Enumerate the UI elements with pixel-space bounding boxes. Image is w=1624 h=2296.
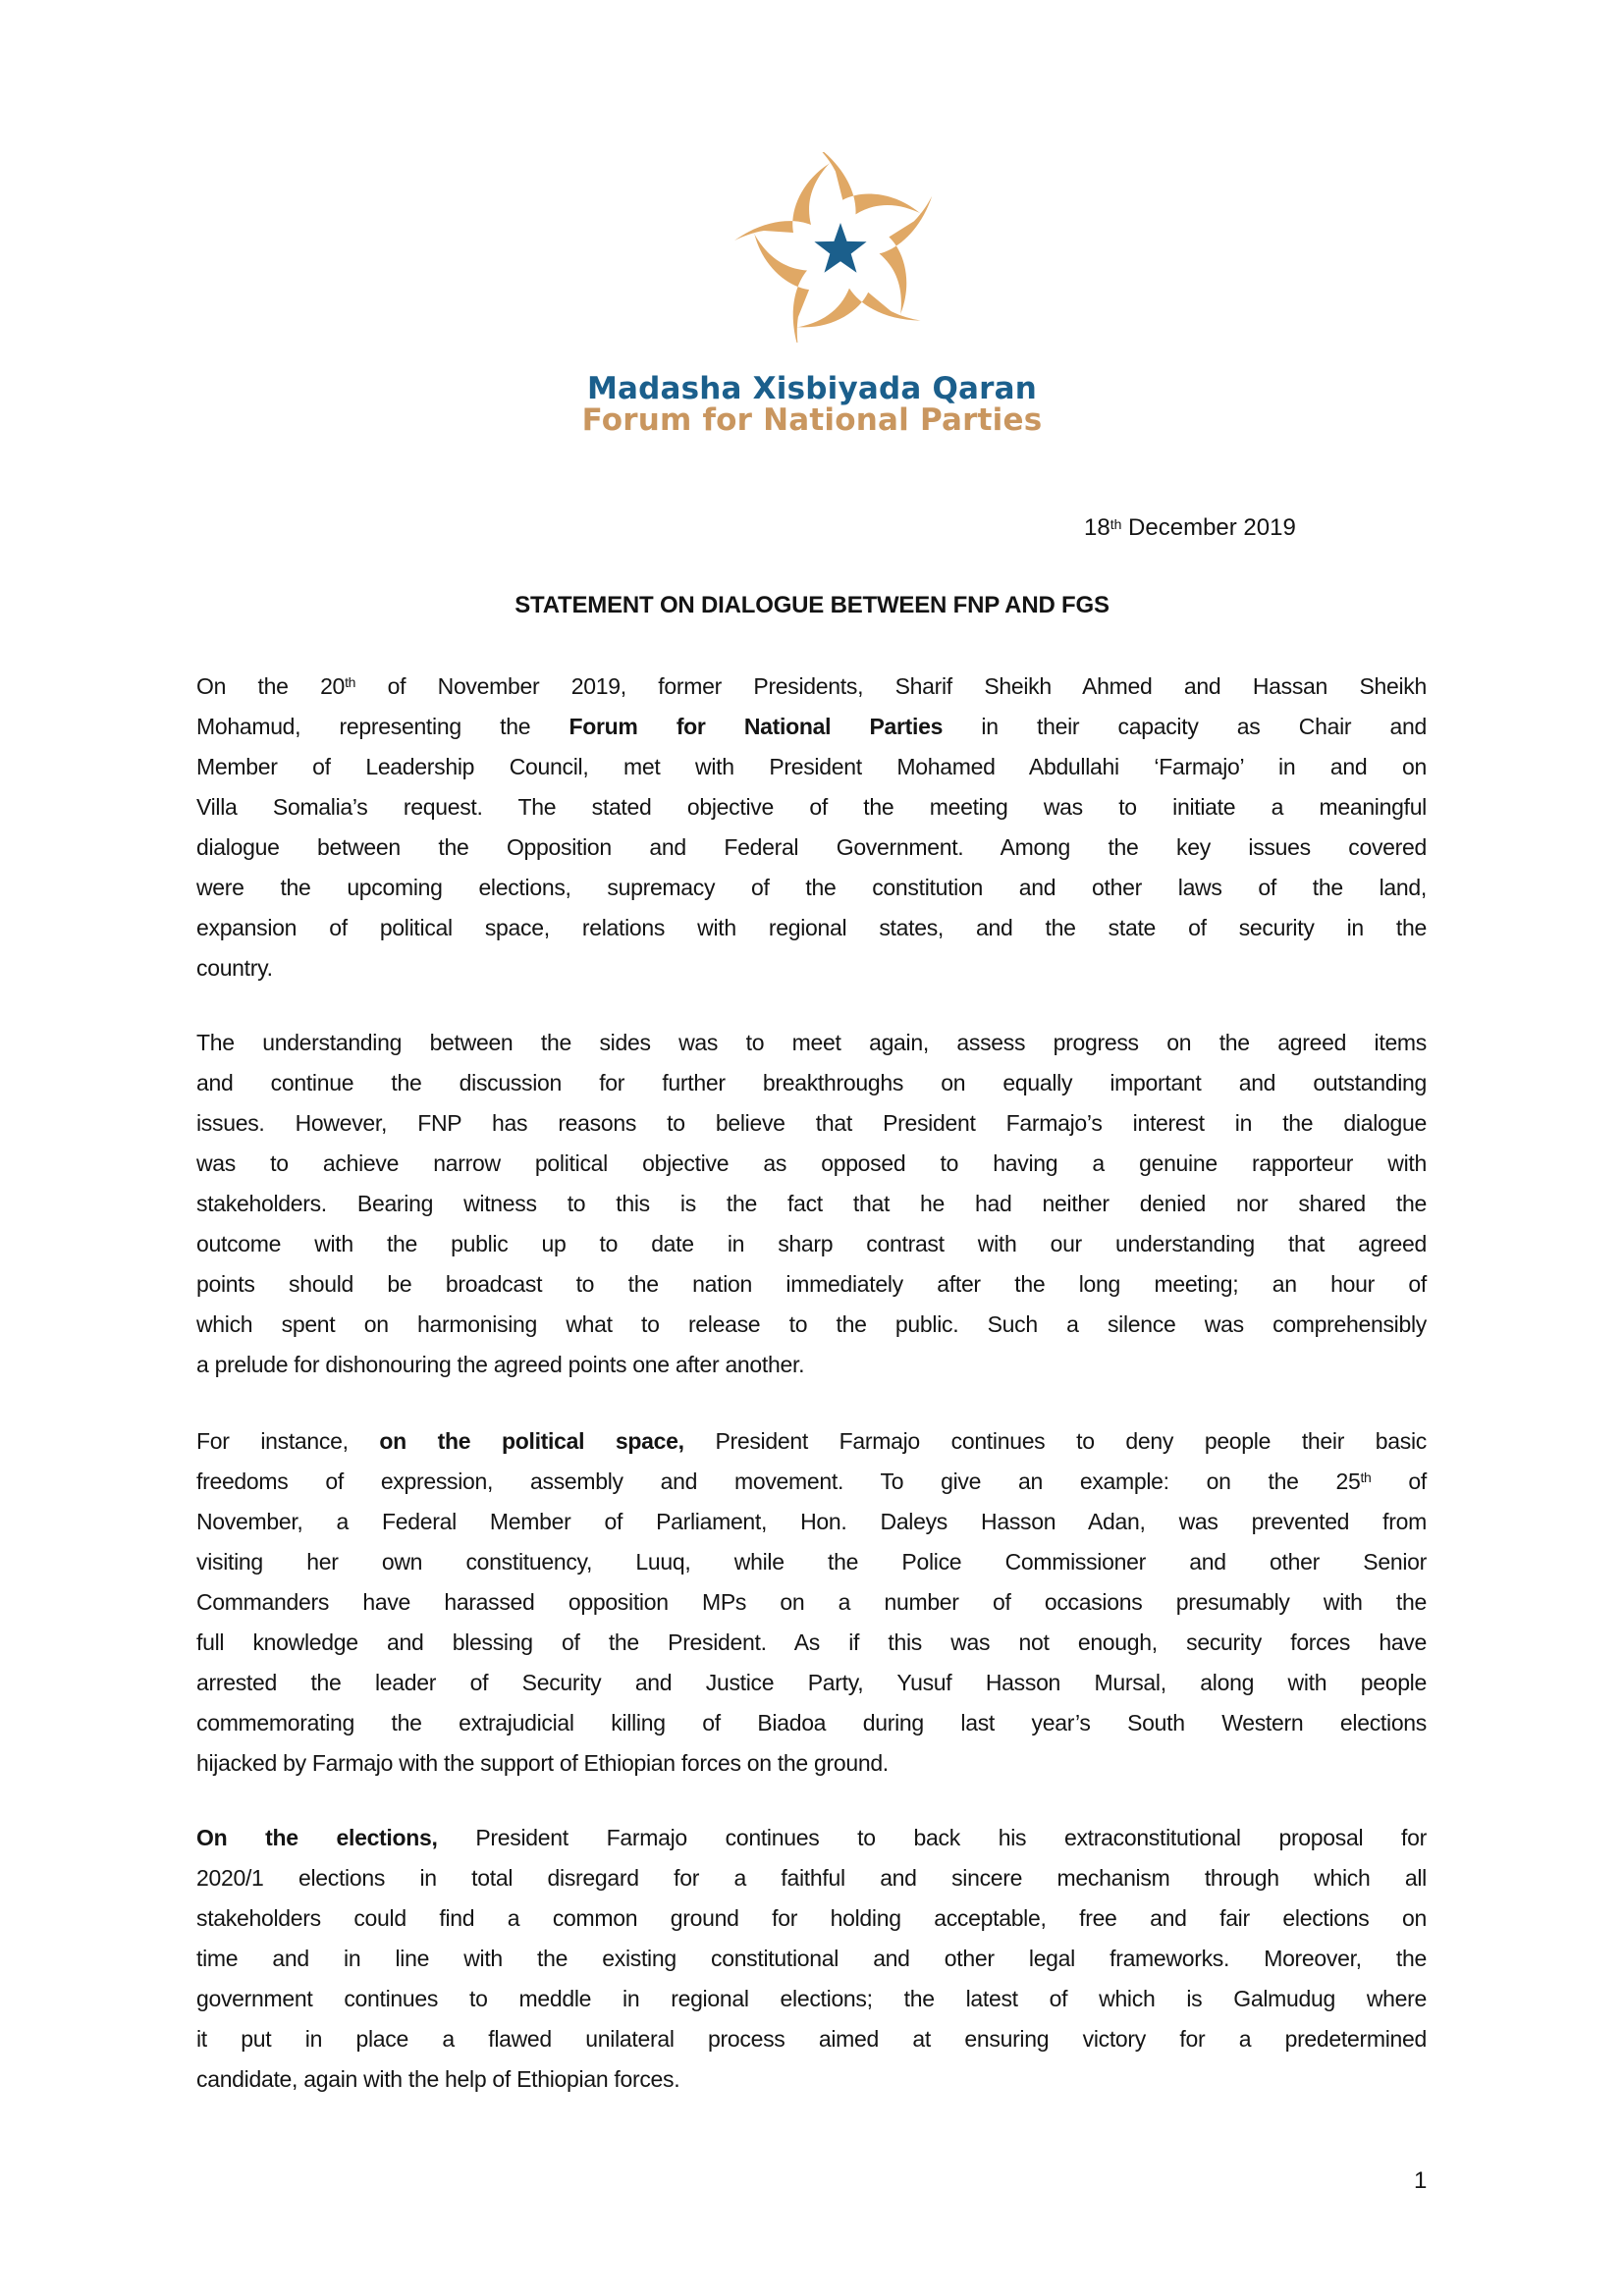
text-line: Member of Leadership Council, met with President Mohamed Abdullahi ‘Farmajo’ in and on [196,754,1427,779]
text-line: arrested the leader of Security and Justice Party, Yusuf Hasson Mursal, along with people [196,1670,1427,1695]
page-number: 1 [1414,2167,1428,2194]
text-line: full knowledge and blessing of the President. As if this was not enough, security forces have [196,1629,1427,1655]
text-line: hijacked by Farmajo with the support of Ethiopian forces on the ground. [196,1750,889,1776]
bold-emphasis: on the political space, [379,1428,684,1454]
text-line: points should be broadcast to the nation immediately after the long meeting; an hour of [196,1271,1427,1297]
text-line: The understanding between the sides was to meet again, assess progress on the agreed items [196,1030,1427,1055]
text-line: a prelude for dishonouring the agreed points one after another. [196,1352,805,1377]
text-line: were the upcoming elections, supremacy of the constitution and other laws of the land, [196,875,1427,900]
text-line: visiting her own constituency, Luuq, while the Police Commissioner and other Senior [196,1549,1427,1575]
text-line: Villa Somalia’s request. The stated objective of the meeting was to initiate a meaningful [196,794,1427,820]
text-line: outcome with the public up to date in sharp contrast with our understanding that agreed [196,1231,1427,1256]
text-line: and continue the discussion for further breakthroughs on equally important and outstanding [196,1070,1427,1095]
text-line: November, a Federal Member of Parliament, Hon. Daleys Hasson Adan, was prevented from [196,1509,1427,1534]
text-line: stakeholders could find a common ground for holding acceptable, free and fair elections on [196,1905,1427,1931]
star-flower-emblem-icon [727,152,954,343]
text-line: commemorating the extrajudicial killing of Biadoa during last year’s South Western elections [196,1710,1427,1735]
text-line: On the elections, President Farmajo continues to back his extraconstitutional proposal for [196,1825,1427,1850]
text-line: it put in place a flawed unilateral process aimed at ensuring victory for a predetermined [196,2026,1427,2052]
text-line: issues. However, FNP has reasons to believe that President Farmajo’s interest in the dialogue [196,1110,1427,1136]
text-line: Commanders have harassed opposition MPs on a number of occasions presumably with the [196,1589,1427,1615]
text-line: government continues to meddle in regional elections; the latest of which is Galmudug where [196,1986,1427,2011]
bold-emphasis: Forum for National Parties [568,714,944,739]
text-line: which spent on harmonising what to release to the public. Such a silence was comprehensibly [196,1311,1427,1337]
text-line: stakeholders. Bearing witness to this is the fact that he had neither denied nor shared the [196,1191,1427,1216]
bold-emphasis: On the elections, [196,1825,438,1850]
text-line: was to achieve narrow political objective as opposed to having a genuine rapporteur with [196,1150,1427,1176]
logo-text-english: Forum for National Parties [581,402,1043,438]
text-line: 2020/1 elections in total disregard for a faithful and sincere mechanism through which all [196,1865,1427,1891]
text-line: For instance, on the political space, President Farmajo continues to deny people their basic [196,1428,1427,1454]
logo-text-somali: Madasha Xisbiyada Qaran [586,371,1038,406]
text-line: dialogue between the Opposition and Federal Government. Among the key issues covered [196,834,1427,860]
blue-star-icon [814,223,866,273]
text-line: Mohamud, representing the Forum for National Parties in their capacity as Chair and [196,714,1428,739]
text-line: time and in line with the existing constitutional and other legal frameworks. Moreover, the [196,1946,1427,1971]
text-line: freedoms of expression, assembly and movement. To give an example: on the 25th of [196,1468,1427,1494]
text-line: expansion of political space, relations with regional states, and the state of security in the [196,915,1427,940]
text-line: candidate, again with the help of Ethiopian forces. [196,2066,680,2092]
text-line: country. [196,955,273,981]
text-line: On the 20th of November 2019, former Presidents, Sharif Sheikh Ahmed and Hassan Sheikh [196,673,1427,699]
document-title: STATEMENT ON DIALOGUE BETWEEN FNP AND FGS [514,592,1110,618]
document-date: 18th December 2019 [1084,514,1296,541]
